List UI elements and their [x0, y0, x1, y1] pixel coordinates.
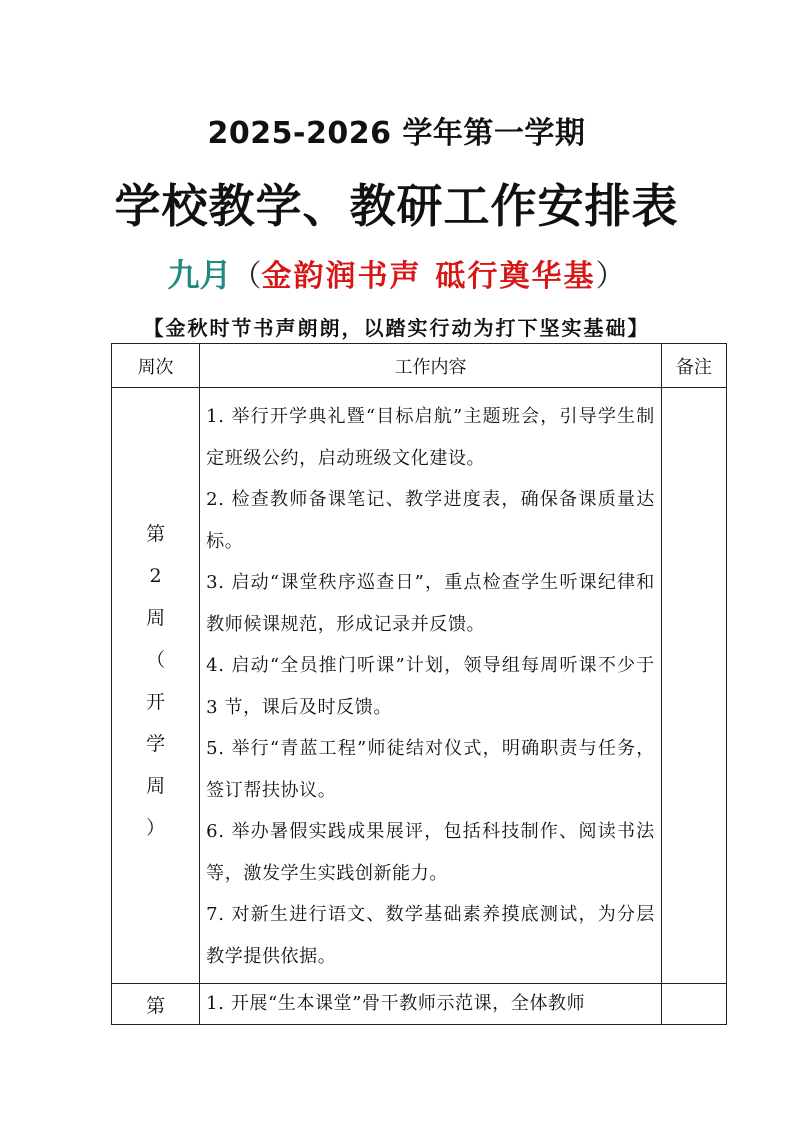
- work-items-list: [206, 396, 655, 977]
- work-item: 5. 举行“青蓝工程”师徒结对仪式，明确职责与任务，签订帮扶协议。: [206, 738, 655, 801]
- week-char: ）: [146, 817, 166, 839]
- table-row: [112, 984, 727, 1025]
- page-title: 学校教学、教研工作安排表: [114, 179, 679, 233]
- note-cell: [661, 388, 726, 984]
- content-cell: [200, 388, 662, 984]
- week-char: 学: [146, 733, 166, 755]
- note-cell: [661, 984, 726, 1025]
- month-subtitle: 【金秋时节书声朗朗，以踏实行动为打下坚实基础】: [143, 316, 650, 340]
- content-cell: 1. 开展“生本课堂”骨干教师示范课，全体教师: [200, 984, 662, 1025]
- header-note: 备注: [661, 344, 726, 388]
- motto-part-1: 金韵润书声: [261, 259, 422, 294]
- table-row: [112, 388, 727, 984]
- week-char: 开: [146, 691, 166, 713]
- motto-part-2: 砥行奠华基: [435, 259, 596, 294]
- work-item: 7. 对新生进行语文、数学基础素养摸底测试，为分层教学提供依据。: [206, 904, 655, 967]
- week-cell: 第: [112, 984, 200, 1025]
- table-header-row: [112, 344, 727, 388]
- month-theme-line: [0, 250, 793, 296]
- schedule-table: [111, 343, 727, 1025]
- work-item: 1. 举行开学典礼暨“目标启航”主题班会，引导学生制定班级公约，启动班级文化建设。: [206, 406, 655, 469]
- work-item: 6. 举办暑假实践成果展评，包括科技制作、阅读书法等，激发学生实践创新能力。: [206, 821, 655, 884]
- week-char: 2: [149, 565, 162, 587]
- week-char: 周: [146, 775, 166, 797]
- week-label: [112, 388, 199, 849]
- work-item: 3. 启动“课堂秩序巡查日”，重点检查学生听课纪律和教师候课规范，形成记录并反馈。: [206, 572, 655, 635]
- work-item: 4. 启动“全员推门听课”计划，领导组每周听课不少于 3 节，课后及时反馈。: [206, 655, 655, 718]
- work-item: 2. 检查教师备课笔记、教学进度表，确保备课质量达标。: [206, 489, 655, 552]
- week-char: 第: [146, 523, 166, 545]
- week-cell: [112, 388, 200, 984]
- header-week: 周次: [112, 344, 200, 388]
- term-title: 2025-2026 学年第一学期: [207, 116, 586, 151]
- header-content: 工作内容: [200, 344, 662, 388]
- week-char: （: [146, 649, 166, 671]
- paren-open: （: [231, 259, 262, 294]
- paren-close: ）: [595, 259, 626, 294]
- week-char: 周: [146, 607, 166, 629]
- month-label: 九月: [167, 256, 232, 294]
